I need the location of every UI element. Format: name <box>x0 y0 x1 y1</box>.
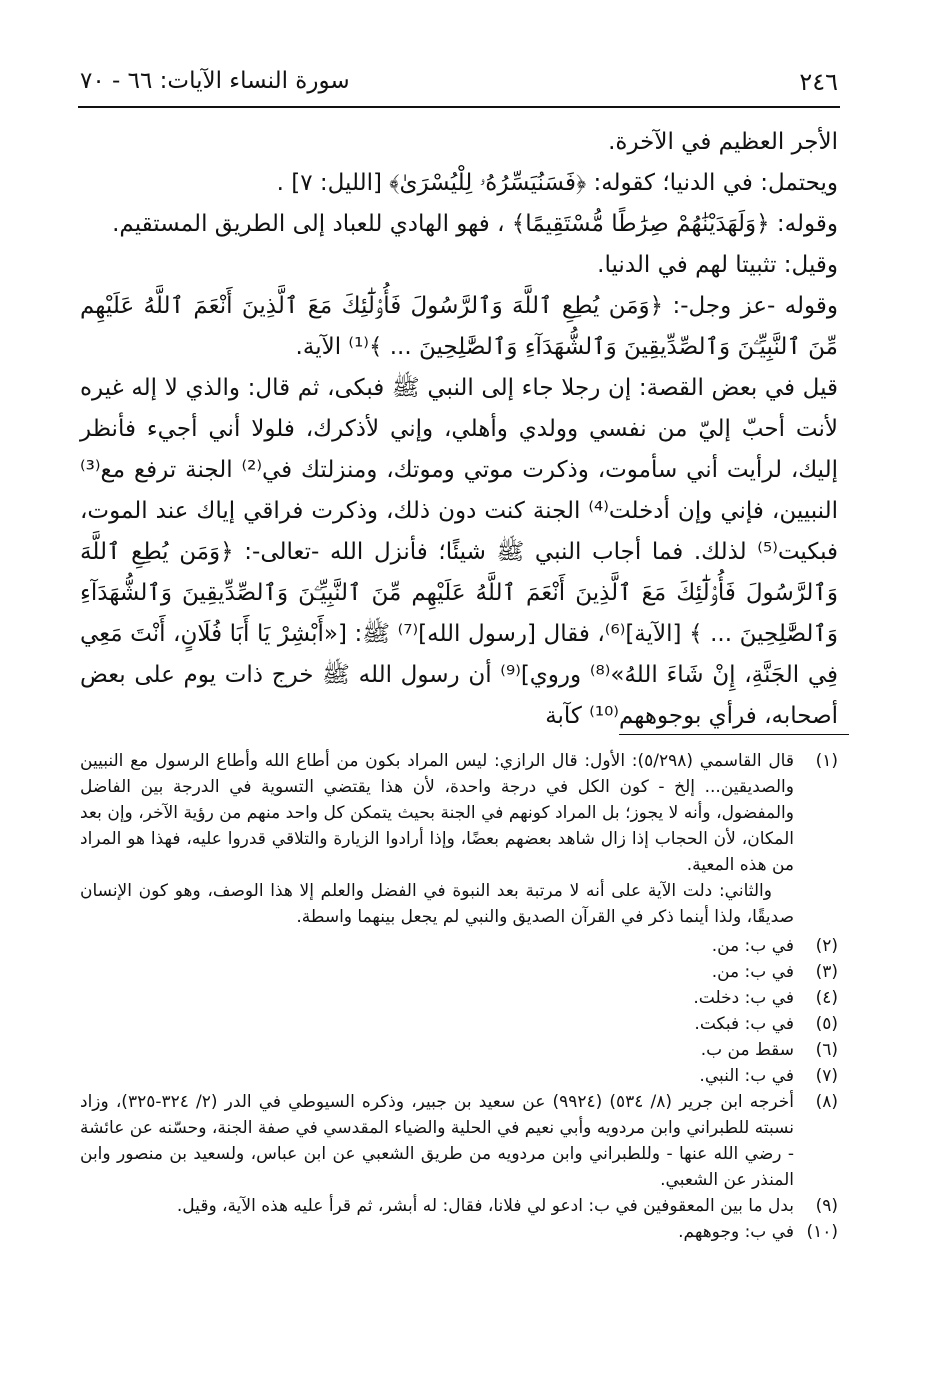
paragraph: ويحتمل: في الدنيا؛ كقوله: ﴿فَسَنُيَسِّرُهُۥ لِلْيُسْرَىٰ﴾ [الليل: ٧] . <box>276 170 838 196</box>
footnote-number: (١) <box>815 751 838 771</box>
main-text <box>80 122 838 737</box>
footnote <box>80 959 838 985</box>
footnote-text: في ب: من. <box>711 962 794 982</box>
paragraph: وقيل: تثبيتا لهم في الدنيا. <box>597 252 838 278</box>
footnote <box>80 985 838 1011</box>
footnote <box>80 1193 838 1219</box>
footnote-text: قال القاسمي (٥/٢٩٨): الأول: قال الرازي: ليس المراد بكون من أطاع الله وأطاع الرسول مع النبيين والصديقين... إلخ - كون الكل في درجة واحدة، لأن هذا يقتضي التسوية في الدرجة بين الفاضل والمفضول، وأنه لا يجوز؛ بل المراد كونهم في الجنة بحيث يتمكن كل واحد منهم من رؤية الآخر، وإن بعد المكان، لأن الحجاب إذا زال شاهد بعضهم بعضًا، وإذا أرادوا الزيارة والتلاقي قدروا عليه، فهذا هو المراد من هذه المعية. <box>80 751 794 875</box>
paragraph: وقوله -عز وجل-: ﴿وَمَن يُطِعِ ٱللَّهَ وَٱلرَّسُولَ فَأُو۟لَٰٓئِكَ مَعَ ٱلَّذِينَ أَنْعَمَ ٱللَّهُ عَلَيْهِم مِّنَ ٱلنَّبِيِّـۧنَ وَٱلصِّدِّيقِينَ وَٱلشُّهَدَآءِ وَٱلصَّٰلِحِينَ ... ﴾⁽¹⁾ الآية. <box>80 293 838 360</box>
footnote-number: (٦) <box>815 1040 838 1060</box>
page-number: ٢٤٦ <box>799 68 838 96</box>
footnote <box>80 748 838 878</box>
footnote-number: (٢) <box>815 936 838 956</box>
footnotes <box>80 748 838 1245</box>
footnote-text: سقط من ب. <box>700 1040 794 1060</box>
footnote <box>80 1011 838 1037</box>
page-header <box>80 68 838 104</box>
footnote-number: (٧) <box>815 1066 838 1086</box>
footnote-text: والثاني: دلت الآية على أنه لا مرتبة بعد النبوة في الفضل والعلم إلا هذا الوصف، وهو كون الإنسان صديقًا، ولذا أينما ذكر في القرآن الصديق والنبي لم يجعل بينهما واسطة. <box>80 881 794 927</box>
footnote-text: في ب: فبكت. <box>694 1014 794 1034</box>
footnote-number: (٣) <box>815 962 838 982</box>
footnote-number: (٤) <box>815 988 838 1008</box>
paragraph: الأجر العظيم في الآخرة. <box>608 129 838 155</box>
footnote-number: (٩) <box>815 1196 838 1216</box>
header-rule <box>78 106 840 108</box>
footnote-number: (١٠) <box>806 1222 838 1242</box>
footnote <box>80 933 838 959</box>
footnote-number: (٥) <box>815 1014 838 1034</box>
footnote-number: (٨) <box>815 1092 838 1112</box>
footnote-text: في ب: النبي. <box>699 1066 794 1086</box>
footnote-text: في ب: دخلت. <box>693 988 794 1008</box>
footnote <box>80 1089 838 1193</box>
footnote-text: في ب: وجوههم. <box>678 1222 794 1242</box>
footnote-continuation <box>80 878 838 930</box>
footnote <box>80 1063 838 1089</box>
footnote-number <box>794 878 838 930</box>
footnote <box>80 1219 838 1245</box>
footnote-text: أخرجه ابن جرير (٨/ ٥٣٤) (٩٩٢٤) عن سعيد بن جبير، وذكره السيوطي في الدر (٢/ ٣٢٤-٣٢٥)، وزاد نسبته للطبراني وابن مردويه وأبي نعيم في الحلية والضياء المقدسي في صفة الجنة، وحسّنه عن عائشة - رضي الله عنها - وللطبراني وابن مردويه من طريق الشعبي عن ابن عباس، ولسعيد بن منصور وابن المنذر عن الشعبي. <box>80 1092 794 1190</box>
running-title: سورة النساء الآيات: ٦٦ - ٧٠ <box>80 68 350 94</box>
paragraph: قيل في بعض القصة: إن رجلا جاء إلى النبي ﷺ فبكى، ثم قال: والذي لا إله غيره لأنت أحبّ إليّ من نفسي وولدي وأهلي، وإني لأذكرك، فلولا أني أجيء فأنظر إليك، لرأيت أني سأموت، وذكرت موتي وموتك، ومنزلتك في⁽²⁾ الجنة ترفع مع⁽³⁾ النبيين، فإني وإن أدخلت⁽⁴⁾ الجنة كنت دون ذلك، وذكرت فراقي إياك عند الموت، فبكيت⁽⁵⁾ لذلك. فما أجاب النبي ﷺ شيئًا؛ فأنزل الله -تعالى-: ﴿وَمَن يُطِعِ ٱللَّهَ وَٱلرَّسُولَ فَأُو۟لَٰٓئِكَ مَعَ ٱلَّذِينَ أَنْعَمَ ٱللَّهُ عَلَيْهِم مِّنَ ٱلنَّبِيِّـۧنَ وَٱلصِّدِّيقِينَ وَٱلشُّهَدَآءِ وَٱلصَّٰلِحِينَ ... ﴾ [الآية]⁽⁶⁾، فقال [رسول الله]⁽⁷⁾ ﷺ: [«أَبْشِرْ يَا أَبَا فُلَانٍ، أَنْتَ مَعِي فِي الجَنَّةِ، إِنْ شَاءَ اللهُ»⁽⁸⁾ وروي]⁽⁹⁾ أن رسول الله ﷺ خرج ذات يوم على بعض أصحابه، فرأي بوجوههم⁽¹⁰⁾ كآبة <box>80 375 839 729</box>
paragraph: وقوله: ﴿وَلَهَدَيْنَٰهُمْ صِرَٰطًا مُّسْتَقِيمًا﴾ ، فهو الهادي للعباد إلى الطريق المستقيم. <box>112 211 838 237</box>
footnote-text: في ب: من. <box>711 936 794 956</box>
footnote-text: بدل ما بين المعقوفين في ب: ادعو لي فلانا، فقال: له أبشر، ثم قرأ عليه هذه الآية، وقيل. <box>176 1196 794 1216</box>
footnote <box>80 1037 838 1063</box>
footnote-separator <box>619 734 849 735</box>
